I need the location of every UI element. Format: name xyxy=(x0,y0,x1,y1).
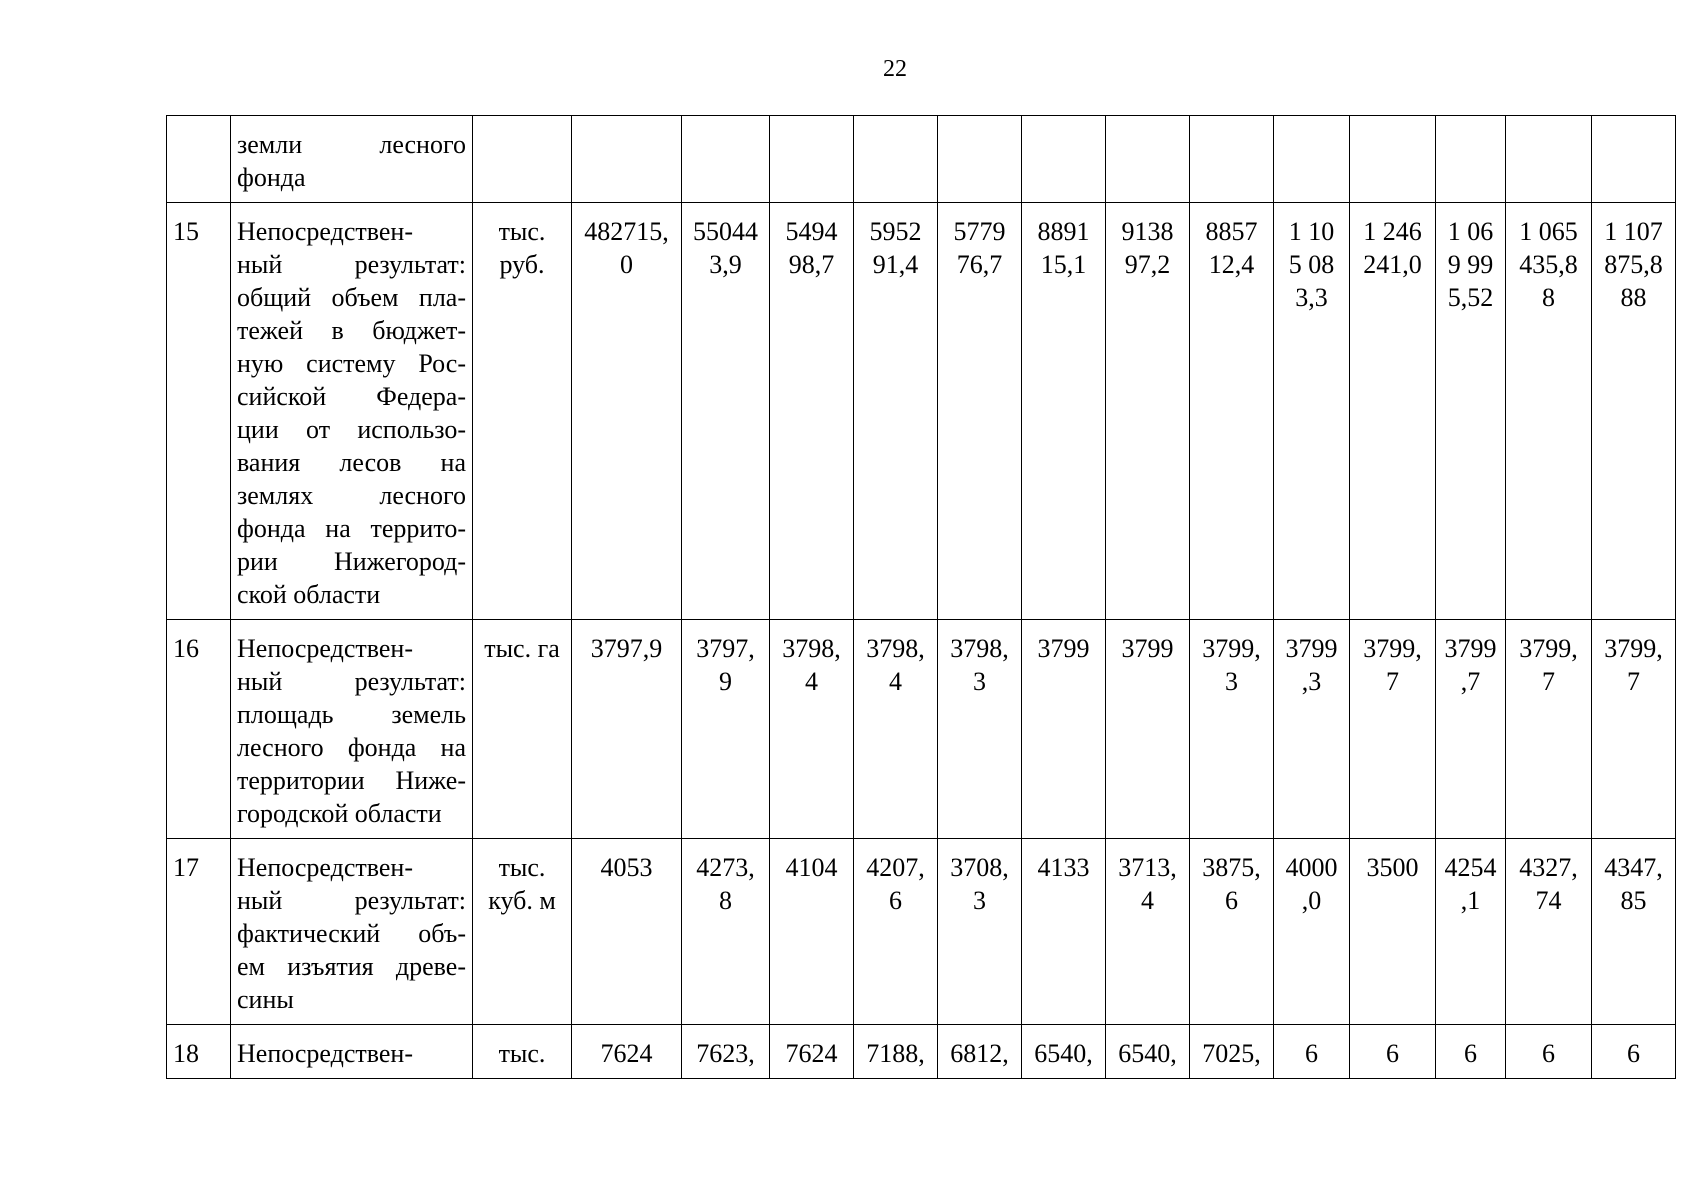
table-row xyxy=(167,839,1676,1025)
row-number-cell: 15 xyxy=(167,203,231,620)
description-line: Непосредствен- xyxy=(237,217,413,246)
value-cell: 4254 ,1 xyxy=(1436,839,1506,1025)
description-line: сины xyxy=(237,985,294,1014)
table-row xyxy=(167,116,1676,203)
table-row xyxy=(167,203,1676,620)
unit-cell: тыс. руб. xyxy=(473,203,572,620)
value-cell: 4000 ,0 xyxy=(1274,839,1350,1025)
value-cell: 3708, 3 xyxy=(938,839,1022,1025)
value-cell: 1 10 5 08 3,3 xyxy=(1274,203,1350,620)
value-cell: 3798, 4 xyxy=(770,620,854,839)
value-cell: 8891 15,1 xyxy=(1022,203,1106,620)
value-cell: 4053 xyxy=(572,839,682,1025)
row-number-cell: 17 xyxy=(167,839,231,1025)
value-cell: 3875, 6 xyxy=(1190,839,1274,1025)
value-cell: 3798, 3 xyxy=(938,620,1022,839)
value-cell: 7025, xyxy=(1190,1025,1274,1079)
indicator-description-cell xyxy=(231,620,473,839)
value-cell: 6540, xyxy=(1022,1025,1106,1079)
description-line: Непосредствен- xyxy=(237,853,413,882)
value-cell: 7623, xyxy=(682,1025,770,1079)
description-line: территории Ниже- xyxy=(237,766,466,795)
description-line: рии Нижегород- xyxy=(237,547,466,576)
value-cell: 6812, xyxy=(938,1025,1022,1079)
value-cell xyxy=(1350,116,1436,203)
value-cell xyxy=(1592,116,1676,203)
value-cell: 3799, 7 xyxy=(1350,620,1436,839)
value-cell: 3799, 7 xyxy=(1506,620,1592,839)
value-cell xyxy=(1106,116,1190,203)
description-line: общий объем пла- xyxy=(237,283,466,312)
description-line: ную систему Рос- xyxy=(237,349,466,378)
row-number-cell: 18 xyxy=(167,1025,231,1079)
value-cell xyxy=(1506,116,1592,203)
value-cell: 4347, 85 xyxy=(1592,839,1676,1025)
value-cell: 6 xyxy=(1274,1025,1350,1079)
value-cell xyxy=(1436,116,1506,203)
value-cell: 3799, 3 xyxy=(1190,620,1274,839)
description-line: ем изъятия древе- xyxy=(237,952,466,981)
value-cell: 3713, 4 xyxy=(1106,839,1190,1025)
value-cell: 5779 76,7 xyxy=(938,203,1022,620)
description-line: ный результат: xyxy=(237,886,466,915)
value-cell: 5952 91,4 xyxy=(854,203,938,620)
description-line: земли лесного xyxy=(237,130,466,159)
value-cell: 3798, 4 xyxy=(854,620,938,839)
value-cell: 4133 xyxy=(1022,839,1106,1025)
value-cell: 3797,9 xyxy=(572,620,682,839)
description-line: ской области xyxy=(237,580,381,609)
value-cell: 3797, 9 xyxy=(682,620,770,839)
description-line: ный результат: xyxy=(237,667,466,696)
unit-cell: тыс. xyxy=(473,1025,572,1079)
row-number-cell: 16 xyxy=(167,620,231,839)
value-cell: 7624 xyxy=(770,1025,854,1079)
unit-cell: тыс. куб. м xyxy=(473,839,572,1025)
table-row xyxy=(167,620,1676,839)
value-cell xyxy=(1190,116,1274,203)
value-cell: 4207, 6 xyxy=(854,839,938,1025)
value-cell: 4327, 74 xyxy=(1506,839,1592,1025)
unit-cell: тыс. га xyxy=(473,620,572,839)
description-line: вания лесов на xyxy=(237,448,466,477)
value-cell: 4104 xyxy=(770,839,854,1025)
description-line: фактический объ- xyxy=(237,919,466,948)
value-cell: 3500 xyxy=(1350,839,1436,1025)
value-cell: 6 xyxy=(1506,1025,1592,1079)
value-cell: 7188, xyxy=(854,1025,938,1079)
value-cell: 1 246 241,0 xyxy=(1350,203,1436,620)
unit-cell xyxy=(473,116,572,203)
value-cell: 6540, xyxy=(1106,1025,1190,1079)
value-cell: 1 065 435,8 8 xyxy=(1506,203,1592,620)
value-cell xyxy=(572,116,682,203)
value-cell: 6 xyxy=(1592,1025,1676,1079)
value-cell: 5494 98,7 xyxy=(770,203,854,620)
description-line: ции от использо- xyxy=(237,415,466,444)
value-cell: 3799 xyxy=(1106,620,1190,839)
indicator-description-cell xyxy=(231,839,473,1025)
description-line: фонда на террито- xyxy=(237,514,466,543)
page-number: 22 xyxy=(883,56,907,82)
value-cell xyxy=(938,116,1022,203)
indicator-description-cell xyxy=(231,203,473,620)
value-cell: 3799 ,3 xyxy=(1274,620,1350,839)
description-line: Непосредствен- xyxy=(237,1039,413,1068)
indicator-description-cell xyxy=(231,1025,473,1079)
value-cell: 4273, 8 xyxy=(682,839,770,1025)
table-row xyxy=(167,1025,1676,1079)
value-cell: 6 xyxy=(1350,1025,1436,1079)
value-cell: 3799 xyxy=(1022,620,1106,839)
description-line: сийской Федера- xyxy=(237,382,466,411)
value-cell xyxy=(1022,116,1106,203)
description-line: ный результат: xyxy=(237,250,466,279)
value-cell xyxy=(1274,116,1350,203)
row-number-cell xyxy=(167,116,231,203)
value-cell: 9138 97,2 xyxy=(1106,203,1190,620)
value-cell: 7624 xyxy=(572,1025,682,1079)
description-line: лесного фонда на xyxy=(237,733,466,762)
value-cell: 3799 ,7 xyxy=(1436,620,1506,839)
description-line: Непосредствен- xyxy=(237,634,413,663)
value-cell: 482715, 0 xyxy=(572,203,682,620)
value-cell xyxy=(854,116,938,203)
description-line: фонда xyxy=(237,163,306,192)
description-line: городской области xyxy=(237,799,442,828)
value-cell: 1 107 875,8 88 xyxy=(1592,203,1676,620)
description-line: тежей в бюджет- xyxy=(237,316,466,345)
value-cell: 8857 12,4 xyxy=(1190,203,1274,620)
value-cell xyxy=(770,116,854,203)
description-line: землях лесного xyxy=(237,481,466,510)
description-line: площадь земель xyxy=(237,700,466,729)
indicator-description-cell xyxy=(231,116,473,203)
value-cell: 6 xyxy=(1436,1025,1506,1079)
value-cell: 1 06 9 99 5,52 xyxy=(1436,203,1506,620)
data-table xyxy=(166,115,1676,1079)
value-cell xyxy=(682,116,770,203)
value-cell: 55044 3,9 xyxy=(682,203,770,620)
value-cell: 3799, 7 xyxy=(1592,620,1676,839)
